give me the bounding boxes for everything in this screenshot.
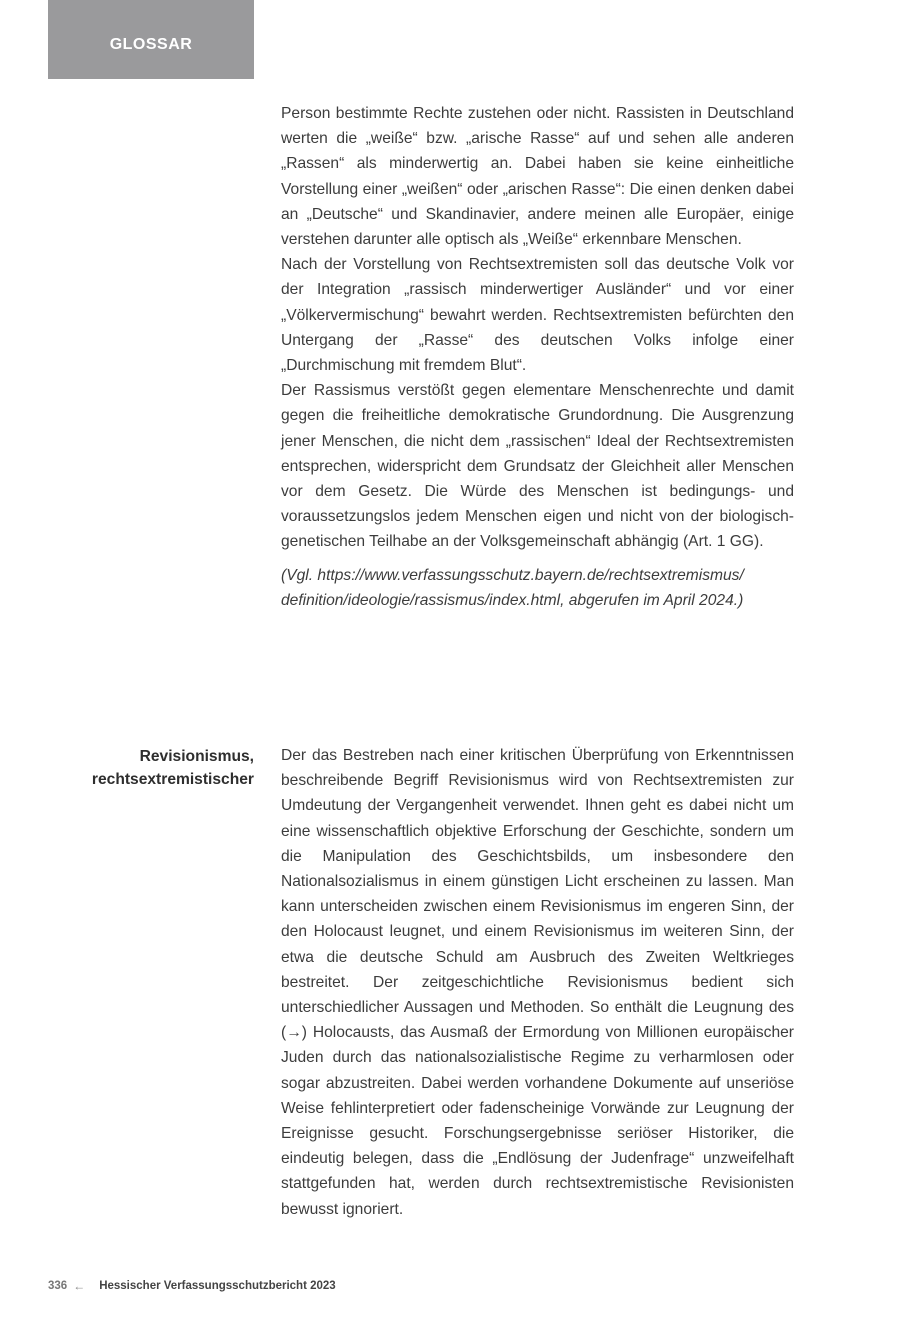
back-arrow-icon[interactable]: ←	[73, 1279, 86, 1293]
section-tab-label: GLOSSAR	[109, 35, 193, 53]
page-number: 336	[48, 1280, 68, 1292]
term-line-2: rechtsextremistischer	[91, 771, 254, 788]
rassismus-paragraph-1: Person bestimmte Rechte zustehen oder nicht. Rassisten in Deutschland werten die „weiße“ bzw. „arische Rasse“ auf und sehen alle anderen „Rassen“ als minderwertig an. Dabei haben sie keine einheitliche Vorstellung einer „weißen“ oder „arischen Rasse“: Die einen denken dabei an „Deutsche“ und Skandinavier, andere meinen alle Europäer, einige verstehen darunter alle optisch als „Weiße“ erkennbare Menschen.	[281, 105, 794, 249]
rassismus-paragraph-2: Nach der Vorstellung von Rechtsextremisten soll das deutsche Volk vor der Integration „rassisch minderwertiger Ausländer“ und vor einer „Völkervermischung“ bewahrt werden. Rechtsextremisten befürchten den Untergang der „Rasse“ des deutschen Volks infolge einer „Durchmischung mit fremdem Blut“.	[281, 256, 794, 375]
rassismus-reference: (Vgl. https://www.verfassungsschutz.bayern.de/rechtsextremismus/ definition/ideologie/rassismus/index.html, abgerufen im April 2024.)	[281, 566, 744, 609]
page-footer	[48, 1279, 336, 1293]
rassismus-paragraph-3: Der Rassismus verstößt gegen elementare Menschenrechte und damit gegen die freiheitliche demokratische Grundordnung. Die Ausgrenzung jener Menschen, die nicht dem „rassischen“ Ideal der Rechtsextremisten entsprechen, widerspricht dem Grundsatz der Gleichheit aller Menschen vor dem Gesetz. Die Würde des Menschen ist bedingungs- und voraussetzungslos jedem Menschen eigen und nicht von der biologisch-genetischen Teilhabe an der Volksgemeinschaft abhängig (Art. 1 GG).	[281, 382, 794, 551]
glossary-term-revisionismus	[34, 745, 254, 791]
revisionismus-entry-body	[281, 743, 794, 1222]
term-line-1: Revisionismus,	[139, 748, 254, 765]
report-title: Hessischer Verfassungsschutzbericht 2023	[99, 1280, 336, 1292]
rassismus-entry-body	[281, 101, 794, 613]
revisionismus-paragraph: Der das Bestreben nach einer kritischen Überprüfung von Erkenntnissen beschreibende Begriff Revisionismus wird von Rechtsextremisten zur Umdeutung der Vergangenheit verwendet. Ihnen geht es dabei nicht um eine wissenschaftlich objektive Erforschung der Geschichte, sondern um die Manipulation des Geschichtsbilds, um insbesondere den Nationalsozialismus in einem günstigen Licht erscheinen zu lassen. Man kann unterscheiden zwischen einem Revisionismus im engeren Sinn, der den Holocaust leugnet, und einem Revisionismus im weiteren Sinn, der etwa die deutsche Schuld am Ausbruch des Zweiten Weltkrieges bestreitet. Der zeitgeschichtliche Revisionismus bedient sich unterschiedlicher Aussagen und Methoden. So enthält die Leugnung des (→) Holocausts, das Ausmaß der Ermordung von Millionen europäischer Juden durch das nationalsozialistische Regime zu verharmlosen oder sogar abzustreiten. Dabei werden vorhandene Dokumente auf unseriöse Weise fehlinterpretiert oder fadenscheinige Vorwände zur Leugnung der Ereignisse gesucht. Forschungsergebnisse seriöser Historiker, die eindeutig belegen, dass die „Endlösung der Judenfrage“ unzweifelhaft stattgefunden hat, werden durch rechtsextremistische Revisionisten bewusst ignoriert.	[281, 747, 794, 1218]
section-tab-glossar	[48, 0, 254, 79]
